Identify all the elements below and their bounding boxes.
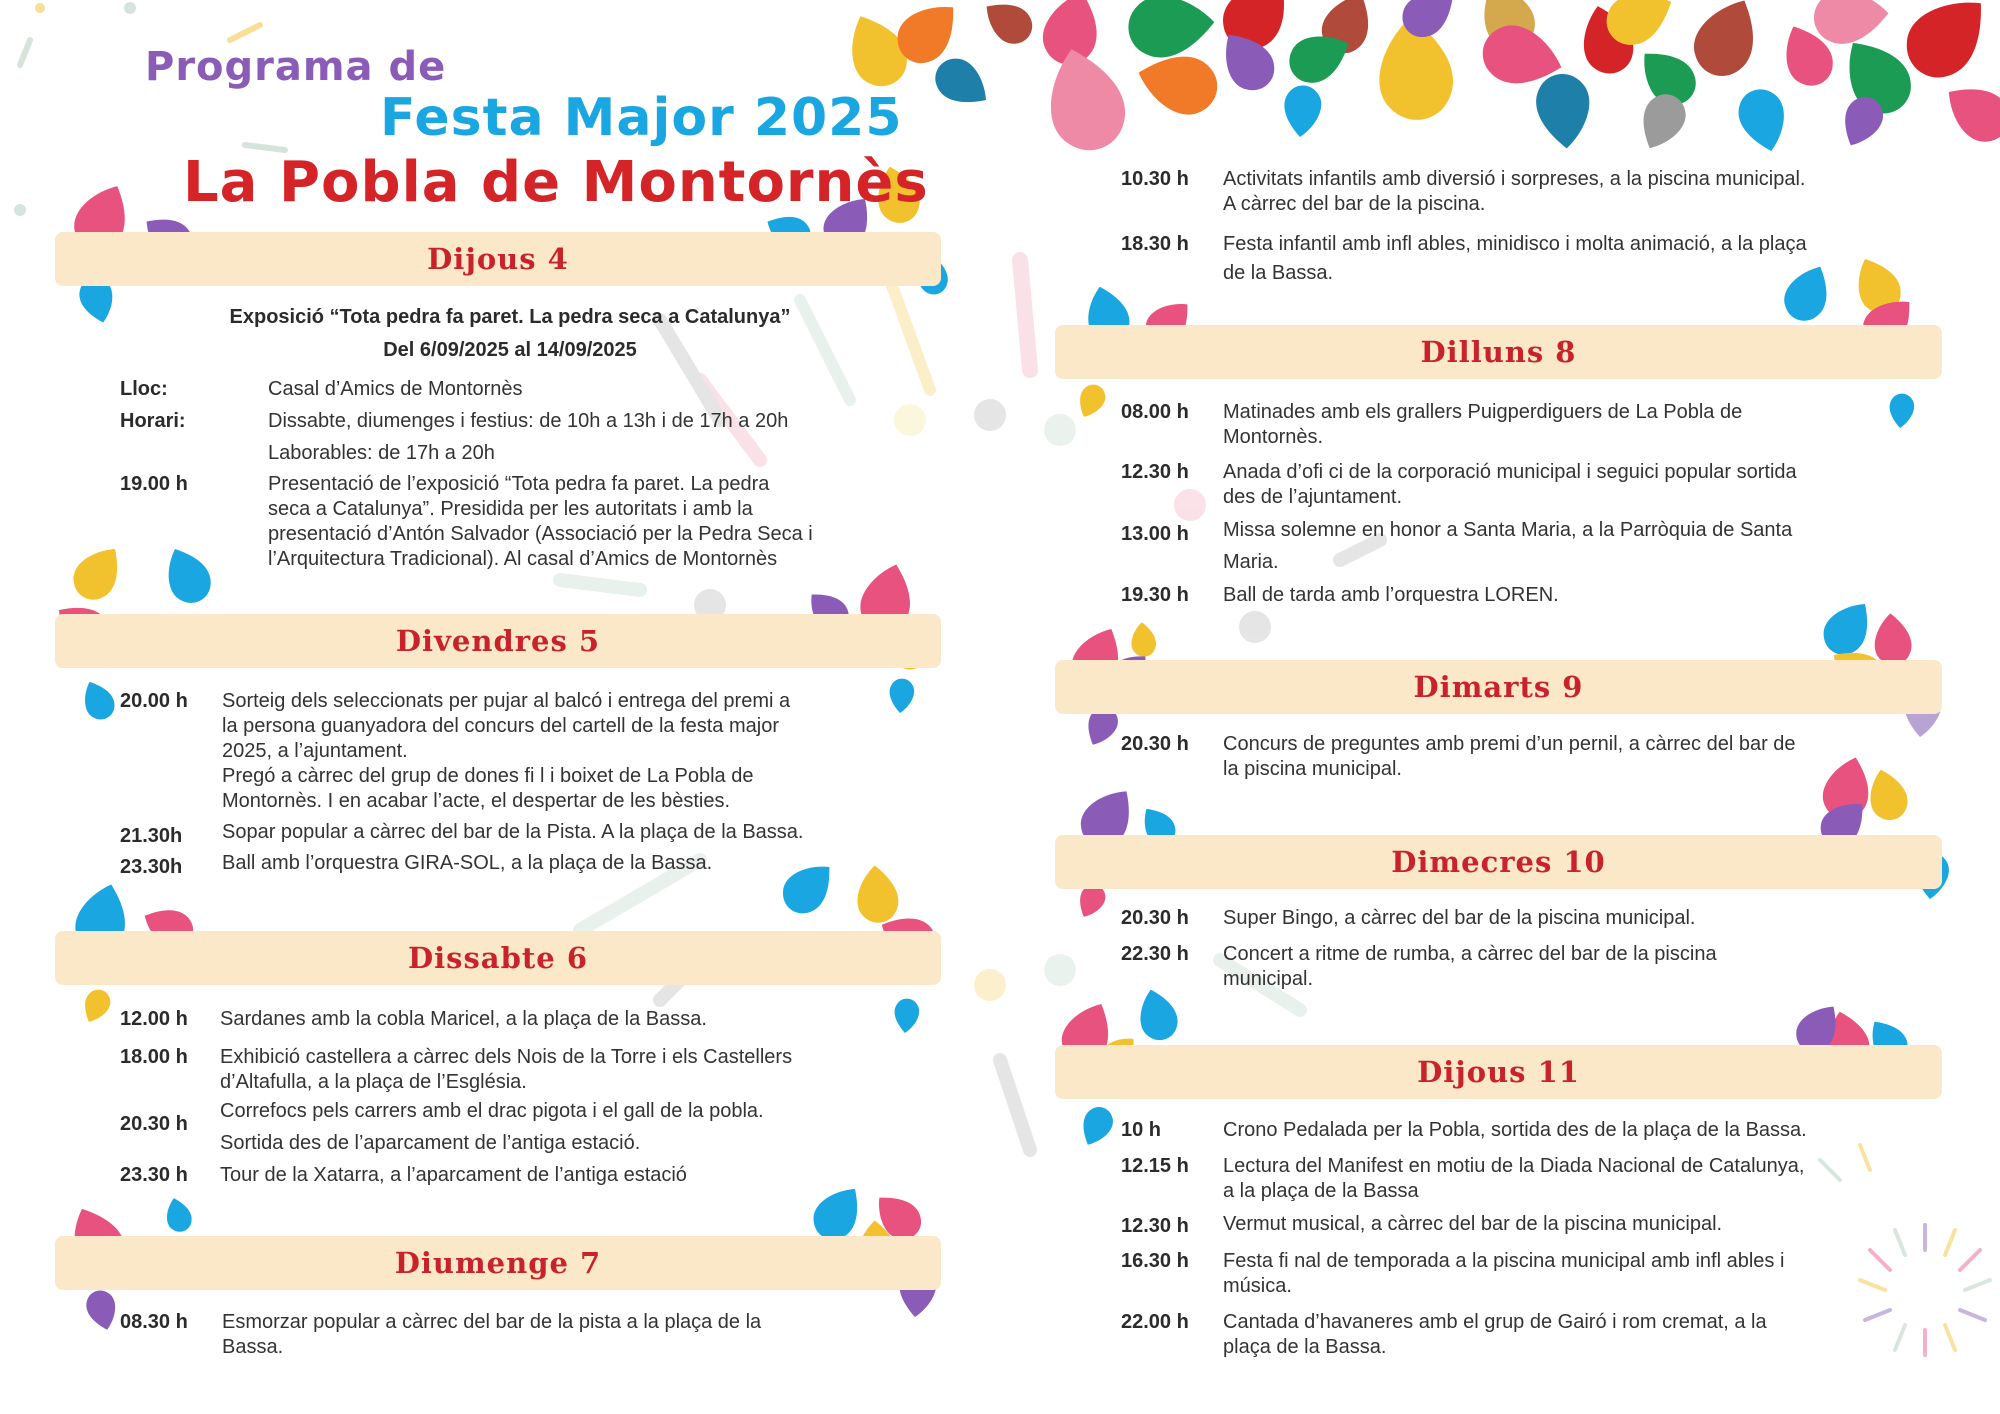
event-desc: Activitats infantils amb diversió i sorpreses, a la piscina municipal. A càrrec del bar de la piscina. (1223, 168, 1806, 215)
event-desc: Maria. (1223, 551, 1279, 573)
info-value: Casal d’Amics de Montornès (268, 378, 523, 400)
event-time: 20.00 h (120, 690, 188, 712)
event-desc: Missa solemne en honor a Santa Maria, a la Parròquia de Santa (1223, 519, 1793, 541)
day-banner-dimecres-10 (1055, 835, 1942, 889)
event-time: 20.30 h (1121, 907, 1189, 929)
right-column (1000, 0, 2000, 1414)
event-desc: Sardanes amb la cobla Maricel, a la plaça de la Bassa. (220, 1008, 707, 1030)
exhibition-title: Exposició “Tota pedra fa paret. La pedra seca a Catalunya” (229, 306, 791, 328)
event-time: 19.30 h (1121, 584, 1189, 606)
event-desc: Lectura del Manifest en motiu de la Diada Nacional de Catalunya, a la plaça de la Bassa (1223, 1155, 1805, 1202)
day-banner-dijous-4 (55, 232, 941, 286)
event-time: 12.30 h (1121, 461, 1189, 483)
event-desc: Sopar popular a càrrec del bar de la Pista. A la plaça de la Bassa. (222, 821, 804, 843)
day-label: Dissabte 6 (407, 941, 588, 975)
event-time: 21.30h (120, 825, 183, 847)
event-desc: Cantada d’havaneres amb el grup de Gairó i rom cremat, a la plaça de la Bassa. (1223, 1311, 1767, 1358)
day-label: Diumenge 7 (394, 1246, 602, 1280)
event-time: 20.30 h (1121, 733, 1189, 755)
day-label: Dimarts 9 (1413, 670, 1584, 704)
event-desc: Crono Pedalada per la Pobla, sortida des de la plaça de la Bassa. (1223, 1119, 1807, 1141)
day-label: Dilluns 8 (1420, 335, 1577, 369)
event-desc: Concurs de preguntes amb premi d’un pernil, a càrrec del bar de la piscina municipal. (1223, 733, 1796, 780)
event-desc: de la Bassa. (1223, 262, 1334, 284)
event-time: 10.30 h (1121, 168, 1189, 190)
event-time: 20.30 h (120, 1113, 188, 1135)
info-label: Lloc: (120, 378, 168, 400)
event-time: 22.30 h (1121, 943, 1189, 965)
event-desc: Concert a ritme de rumba, a càrrec del bar de la piscina municipal. (1223, 943, 1717, 990)
day-label: Dimecres 10 (1391, 845, 1606, 879)
event-time: 13.00 h (1121, 523, 1189, 545)
day-banner-dijous-11 (1055, 1045, 1942, 1099)
event-desc: Festa fi nal de temporada a la piscina municipal amb infl ables i música. (1223, 1250, 1785, 1297)
event-time: 19.00 h (120, 473, 188, 495)
event-desc: Sortida des de l’aparcament de l’antiga estació. (220, 1132, 641, 1154)
event-desc: Ball amb l’orquestra GIRA-SOL, a la plaça de la Bassa. (222, 852, 713, 874)
event-desc: Vermut musical, a càrrec del bar de la piscina municipal. (1223, 1213, 1723, 1235)
event-time: 16.30 h (1121, 1250, 1189, 1272)
event-desc: Presentació de l’exposició “Tota pedra fa paret. La pedra seca a Catalunya”. Presidida per les autoritats i amb la presentació d’Antón Salvador (Associació per la Pedra Seca i l’Arquitectura Tradicional). Al casal d’Amics de Montornès (268, 473, 813, 570)
info-value: Dissabte, diumenges i festius: de 10h a 13h i de 17h a 20h (268, 410, 789, 432)
day-label: Dijous 11 (1417, 1055, 1580, 1089)
day-label: Divendres 5 (395, 624, 601, 658)
event-time: 10 h (1121, 1119, 1162, 1141)
event-time: 22.00 h (1121, 1311, 1189, 1333)
event-time: 18.30 h (1121, 233, 1189, 255)
event-desc: Festa infantil amb infl ables, minidisco i molta animació, a la plaça (1223, 233, 1807, 255)
title-town: La Pobla de Montornès (183, 150, 929, 215)
event-time: 12.00 h (120, 1008, 188, 1030)
event-desc: Anada d’ofi ci de la corporació municipal i seguici popular sortida des de l’ajuntament. (1223, 461, 1797, 508)
event-time: 23.30h (120, 856, 183, 878)
day-banner-diumenge-7 (55, 1236, 941, 1290)
title-programa: Programa de (145, 44, 447, 90)
title-festa-major: Festa Major 2025 (380, 88, 903, 148)
event-desc: Tour de la Xatarra, a l’aparcament de l’antiga estació (220, 1164, 687, 1186)
day-label: Dijous 4 (427, 242, 569, 276)
day-banner-dissabte-6 (55, 931, 941, 985)
event-time: 12.15 h (1121, 1155, 1189, 1177)
event-desc: Sorteig dels seleccionats per pujar al balcó i entrega del premi a la persona guanyadora del concurs del cartell de la festa major 2025, a l’ajuntament. Pregó a càrrec del grup de dones fi l i boixet de La Pobla de Montornès. I en acabar l’acte, el despertar de les bèsties. (222, 690, 791, 812)
event-desc: Super Bingo, a càrrec del bar de la piscina municipal. (1223, 907, 1696, 929)
info-value: Laborables: de 17h a 20h (268, 442, 495, 464)
event-desc: Exhibició castellera a càrrec dels Nois de la Torre i els Castellers d’Altafulla, a la plaça de l’Església. (220, 1046, 793, 1093)
event-desc: Esmorzar popular a càrrec del bar de la pista a la plaça de la Bassa. (222, 1311, 762, 1358)
event-desc: Correfocs pels carrers amb el drac pigota i el gall de la pobla. (220, 1100, 764, 1122)
event-time: 18.00 h (120, 1046, 188, 1068)
event-time: 08.00 h (1121, 401, 1189, 423)
event-desc: Matinades amb els grallers Puigperdiguers de La Pobla de Montornès. (1223, 401, 1743, 448)
event-time: 12.30 h (1121, 1215, 1189, 1237)
event-time: 08.30 h (120, 1311, 188, 1333)
event-desc: Ball de tarda amb l’orquestra LOREN. (1223, 584, 1559, 606)
day-banner-dilluns-8 (1055, 325, 1942, 379)
event-time: 23.30 h (120, 1164, 188, 1186)
info-label: Horari: (120, 410, 186, 432)
exhibition-dates: Del 6/09/2025 al 14/09/2025 (383, 339, 637, 361)
day-banner-divendres-5 (55, 614, 941, 668)
day-banner-dimarts-9 (1055, 660, 1942, 714)
